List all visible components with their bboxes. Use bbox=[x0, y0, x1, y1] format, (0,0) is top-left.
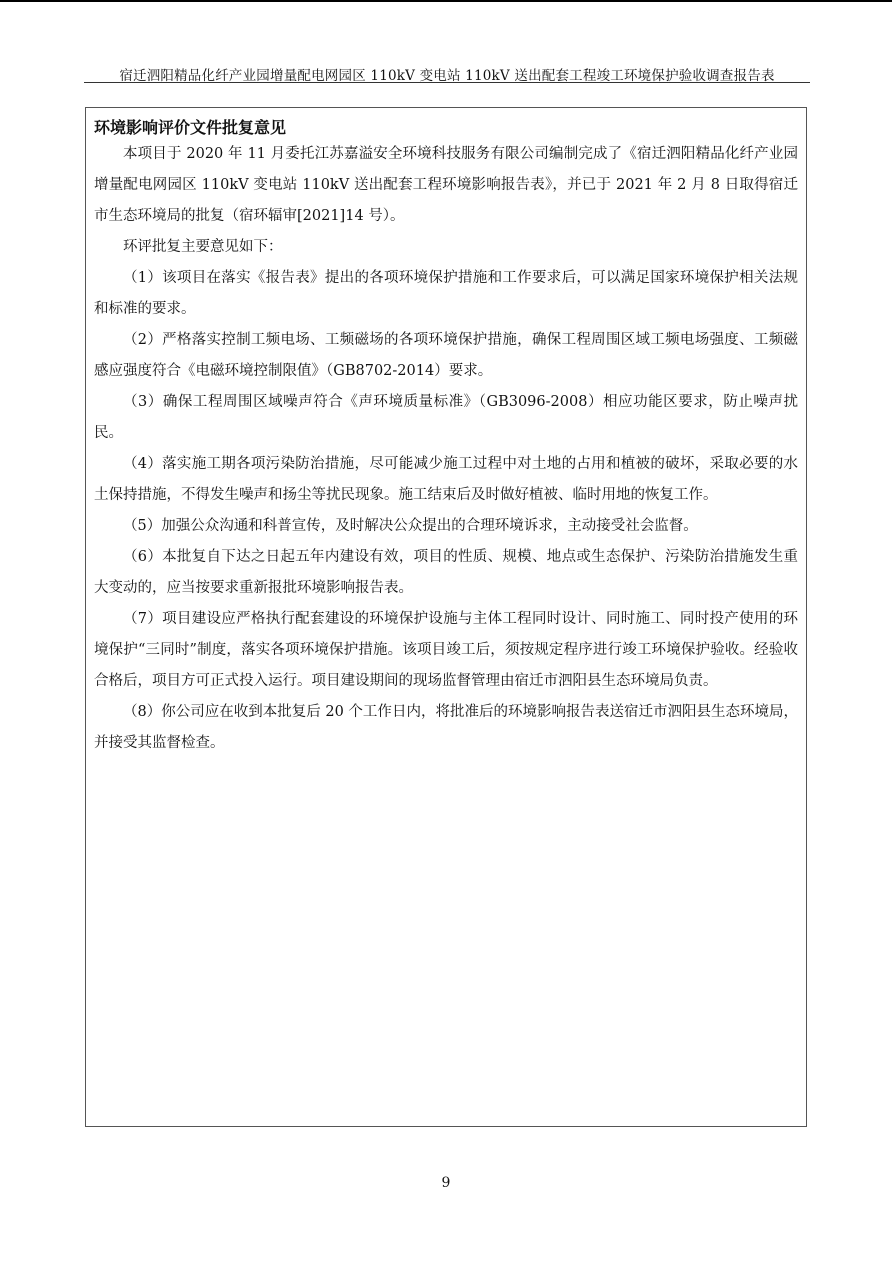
paragraph-item-1: （1）该项目在落实《报告表》提出的各项环境保护措施和工作要求后，可以满足国家环境保护相关法规和标准的要求。 bbox=[94, 270, 798, 317]
paragraph-item-2: （2）严格落实控制工频电场、工频磁场的各项环境保护措施，确保工程周围区域工频电场强度、工频磁感应强度符合《电磁环境控制限值》（GB8702-2014）要求。 bbox=[94, 332, 798, 379]
running-header: 宿迁泗阳精品化纤产业园增量配电网园区 110kV 变电站 110kV 送出配套工程竣工环境保护验收调查报告表 bbox=[119, 68, 775, 84]
paragraph-item-6: （6）本批复自下达之日起五年内建设有效，项目的性质、规模、地点或生态保护、污染防治措施发生重大变动的，应当按要求重新报批环境影响报告表。 bbox=[94, 549, 798, 596]
page-top-edge bbox=[0, 0, 892, 2]
paragraph-summary-lead: 环评批复主要意见如下： bbox=[123, 239, 283, 255]
section-title: 环境影响评价文件批复意见 bbox=[94, 118, 287, 137]
header-divider bbox=[84, 82, 810, 83]
paragraph-item-7: （7）项目建设应严格执行配套建设的环境保护设施与主体工程同时设计、同时施工、同时投产使用的环境保护“三同时”制度，落实各项环境保护措施。该项目竣工后，须按规定程序进行竣工环境保护验收。经验收合格后，项目方可正式投入运行。项目建设期间的现场监督管理由宿迁市泗阳县生态环境局负责。 bbox=[94, 611, 798, 689]
section-body bbox=[94, 139, 798, 759]
approval-opinion-box bbox=[85, 107, 807, 1127]
page-number: 9 bbox=[441, 1175, 451, 1191]
paragraph-item-8: （8）你公司应在收到本批复后 20 个工作日内，将批准后的环境影响报告表送宿迁市泗阳县生态环境局，并接受其监督检查。 bbox=[94, 704, 798, 751]
paragraph-intro: 本项目于 2020 年 11 月委托江苏嘉溢安全环境科技服务有限公司编制完成了《宿迁泗阳精品化纤产业园增量配电网园区 110kV 变电站 110kV 送出配套工程环境影响报告表》，并已于 2021 年 2 月 8 日取得宿迁市生态环境局的批复（宿环辐审[2021]14 号）。 bbox=[94, 146, 798, 224]
paragraph-item-5: （5）加强公众沟通和科普宣传，及时解决公众提出的合理环境诉求，主动接受社会监督。 bbox=[123, 518, 698, 534]
paragraph-item-3: （3）确保工程周围区域噪声符合《声环境质量标准》（GB3096-2008）相应功能区要求，防止噪声扰民。 bbox=[94, 394, 798, 441]
paragraph-item-4: （4）落实施工期各项污染防治措施，尽可能减少施工过程中对土地的占用和植被的破坏，采取必要的水土保持措施，不得发生噪声和扬尘等扰民现象。施工结束后及时做好植被、临时用地的恢复工作。 bbox=[94, 456, 798, 503]
